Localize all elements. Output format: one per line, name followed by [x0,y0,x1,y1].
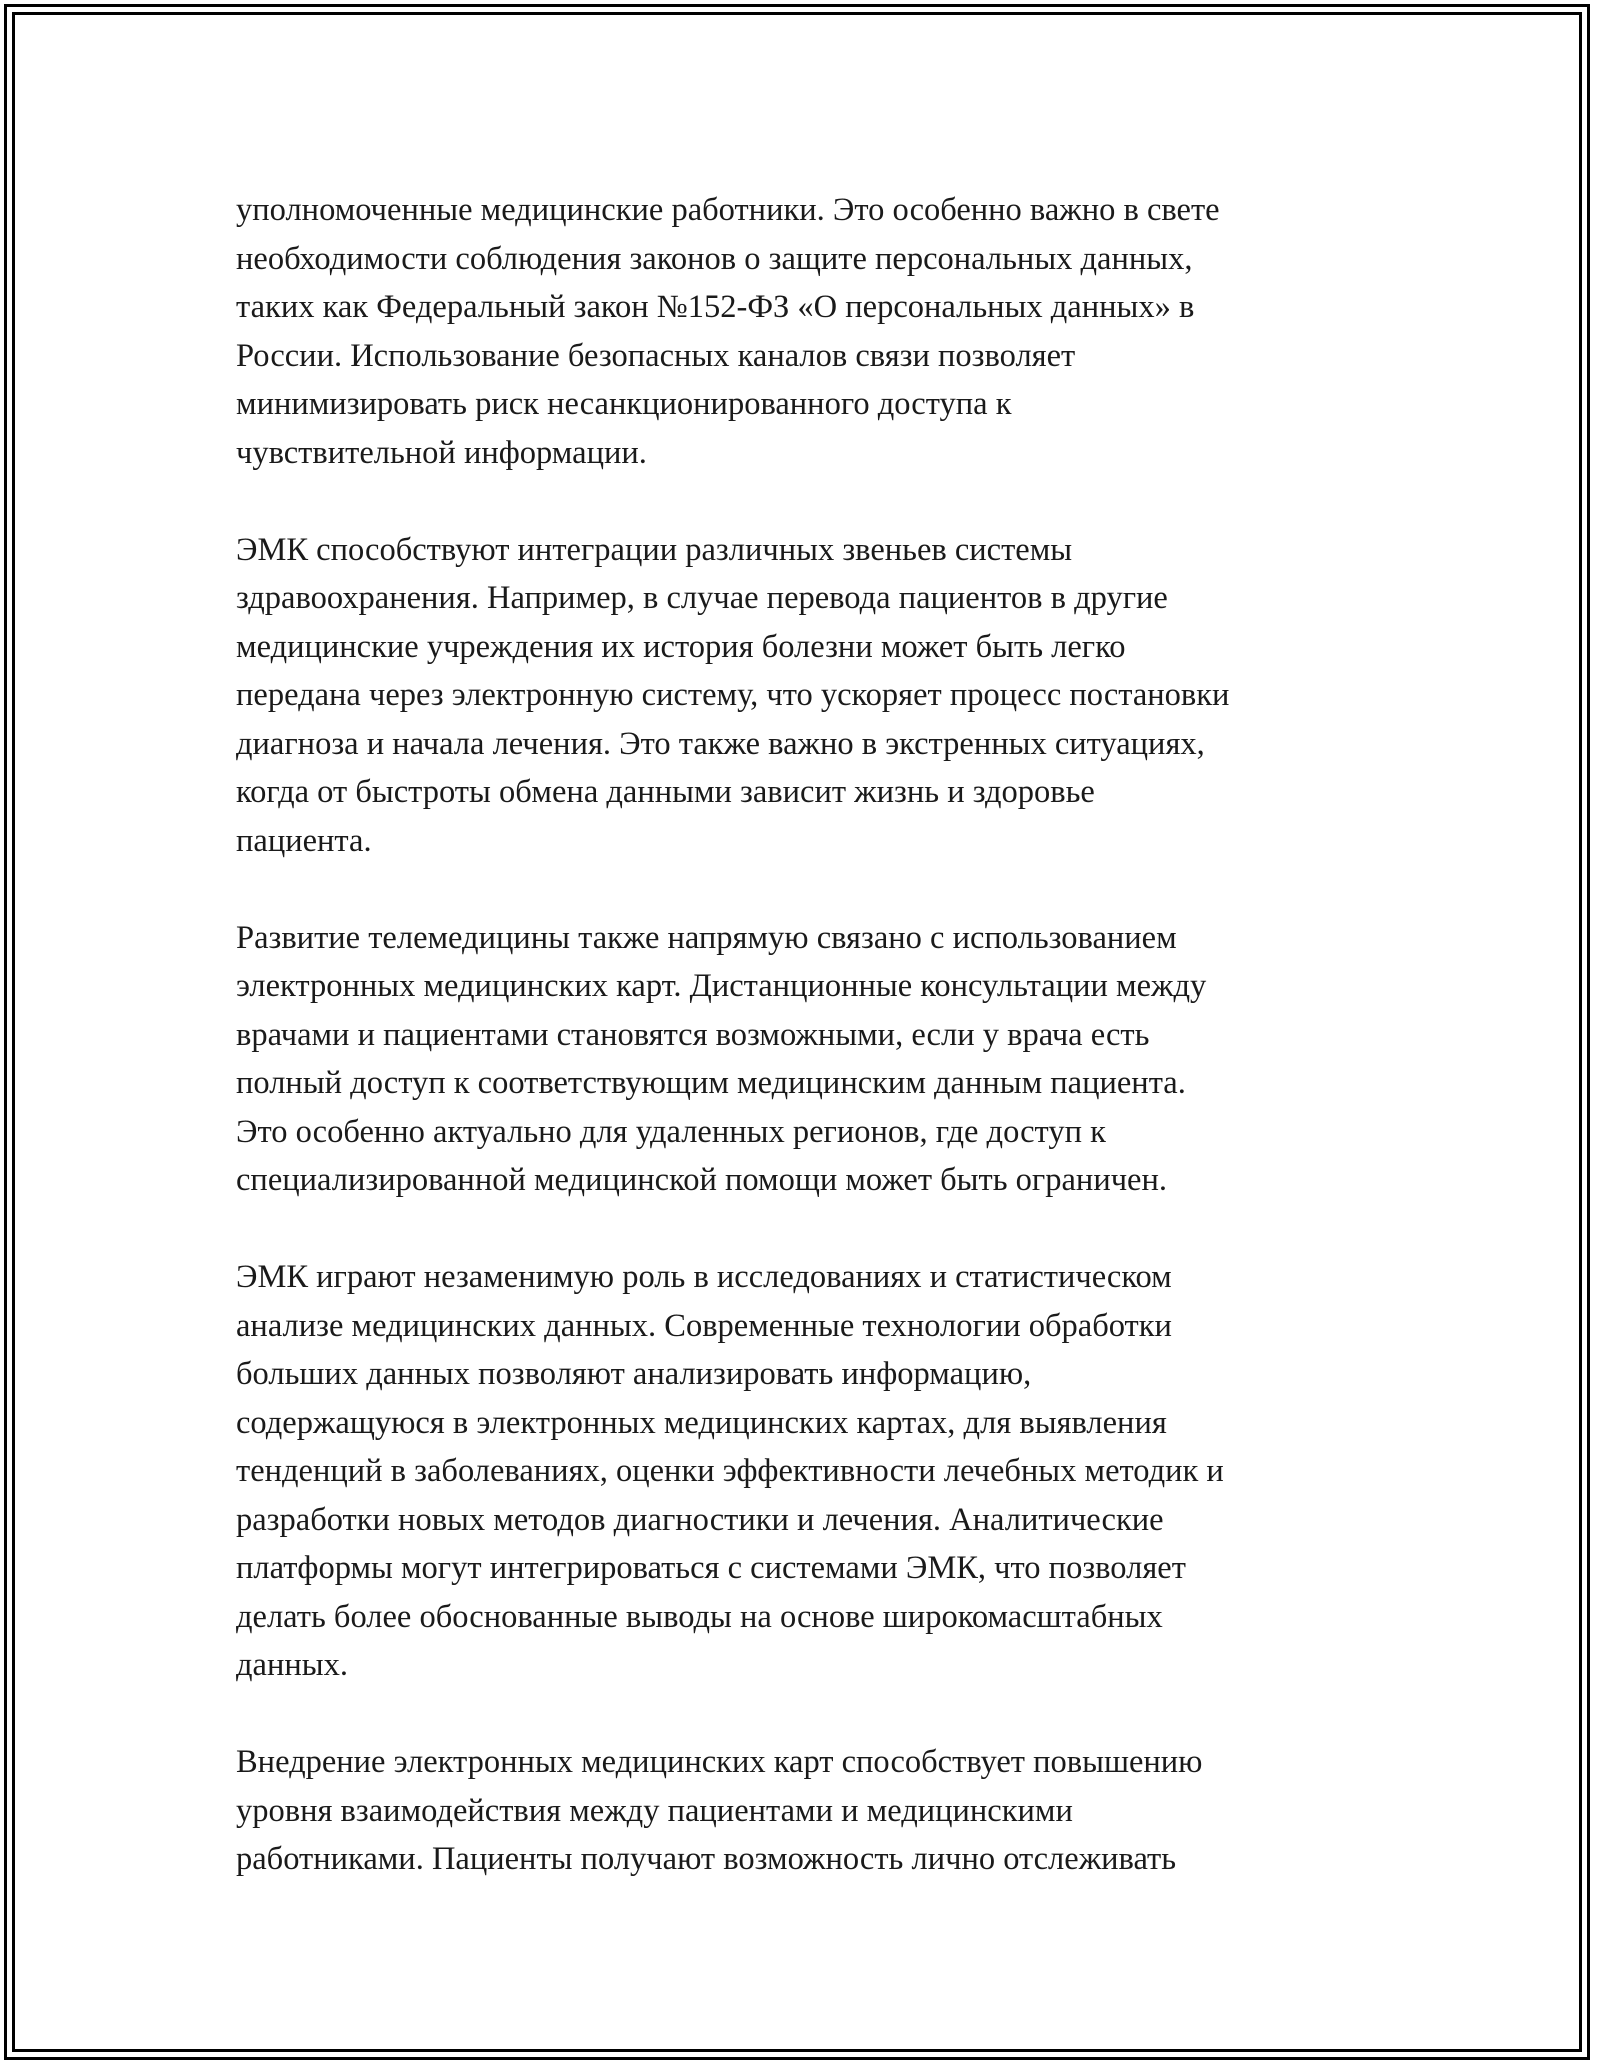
text-line: ЭМК способствуют интеграции различных звеньев системы [236,531,1073,568]
text-line: тенденций в заболеваниях, оценки эффективности лечебных методик и [236,1453,1224,1489]
text-line: пациента. [236,822,372,859]
paragraph-4 [236,1253,1386,1690]
text-line: необходимости соблюдения законов о защите персональных данных, [236,240,1193,277]
paragraph-2 [236,526,1386,866]
text-line: данных. [236,1647,348,1683]
text-line: платформы могут интегрироваться с системами ЭМК, что позволяет [236,1550,1186,1586]
text-line: ЭМК играют незаменимую роль в исследованиях и статистическом [236,1259,1172,1295]
text-line: врачами и пациентами становятся возможными, если у врача есть [236,1016,1150,1053]
text-line: анализе медицинских данных. Современные технологии обработки [236,1307,1172,1344]
text-line: больших данных позволяют анализировать информацию, [236,1356,1032,1392]
text-line: Это особенно актуально для удаленных регионов, где доступ к [236,1113,1106,1150]
text-line: здравоохранения. Например, в случае перевода пациентов в другие [236,580,1168,616]
paragraph-gap [236,865,1386,914]
text-line: электронных медицинских карт. Дистанционные консультации между [236,968,1207,1004]
paragraph-gap [236,1690,1386,1739]
text-line: уровня взаимодействия между пациентами и медицинскими [236,1792,1073,1829]
text-line: работниками. Пациенты получают возможность лично отслеживать [236,1841,1177,1877]
text-line: диагноза и начала лечения. Это также важно в экстренных ситуациях, [236,725,1205,762]
document-body [236,186,1386,1884]
paragraph-gap [236,477,1386,526]
text-line: медицинские учреждения их история болезни может быть легко [236,628,1126,665]
paragraph-5 [236,1738,1386,1884]
text-line: минимизировать риск несанкционированного доступа к [236,386,1012,422]
text-line: Развитие телемедицины также напрямую связано с использованием [236,919,1177,956]
text-line: передана через электронную систему, что ускоряет процесс постановки [236,677,1230,713]
text-line: Внедрение электронных медицинских карт способствует повышению [236,1744,1203,1780]
text-line: делать более обоснованные выводы на основе широкомасштабных [236,1598,1163,1635]
text-line: таких как Федеральный закон №152-ФЗ «О персональных данных» в [236,289,1195,325]
paragraph-gap [236,1205,1386,1254]
text-line: России. Использование безопасных каналов связи позволяет [236,337,1076,374]
text-line: содержащуюся в электронных медицинских картах, для выявления [236,1404,1167,1441]
text-line: уполномоченные медицинские работники. Это особенно важно в свете [236,192,1220,228]
text-line: специализированной медицинской помощи может быть ограничен. [236,1162,1167,1198]
text-line: чувствительной информации. [236,434,647,471]
paragraph-3 [236,914,1386,1205]
paragraph-1 [236,186,1386,477]
text-line: разработки новых методов диагностики и лечения. Аналитические [236,1501,1164,1538]
text-line: когда от быстроты обмена данными зависит жизнь и здоровье [236,774,1095,810]
text-line: полный доступ к соответствующим медицинским данным пациента. [236,1065,1186,1101]
